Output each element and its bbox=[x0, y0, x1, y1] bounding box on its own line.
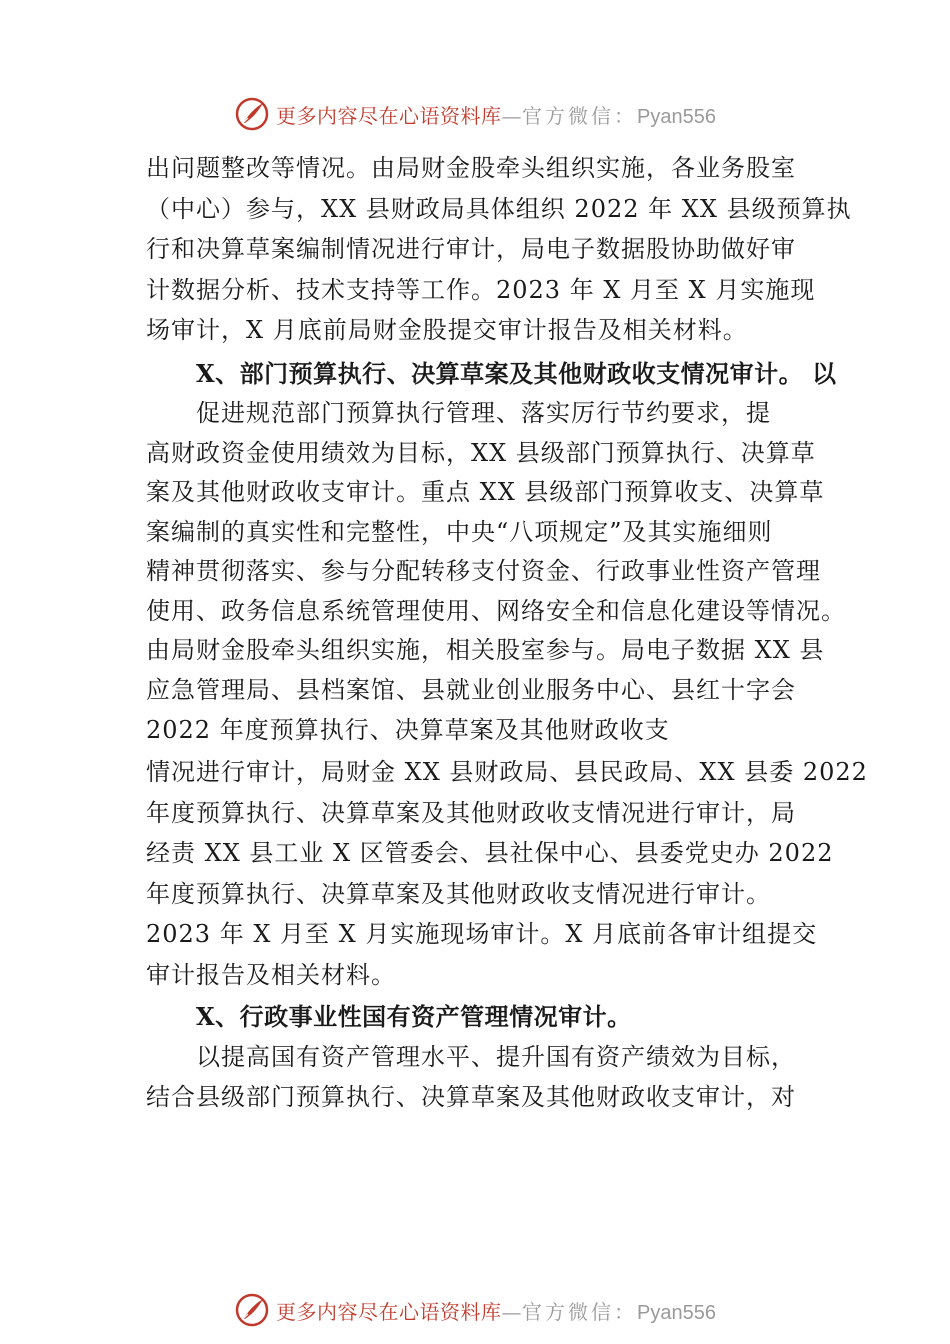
watermark-wechat-id: Pyan556 bbox=[637, 1301, 716, 1324]
text-line: 2023 年 X 月至 X 月实施现场审计。X 月底前各审计组提交 bbox=[146, 920, 818, 948]
text-line: 精神贯彻落实、参与分配转移支付资金、行政事业性资产管理 bbox=[146, 557, 821, 585]
quill-logo-icon bbox=[234, 1292, 270, 1328]
text-line: 以提高国有资产管理水平、提升国有资产绩效为目标， bbox=[196, 1043, 796, 1071]
text-line: 经责 XX 县工业 X 区管委会、县社保中心、县委党史办 2022 bbox=[146, 839, 834, 867]
watermark-official: 官方微信： bbox=[522, 1299, 638, 1324]
watermark-footer bbox=[0, 1290, 950, 1330]
text-line: 年度预算执行、决算草案及其他财政收支情况进行审计。 bbox=[146, 880, 771, 908]
watermark-text bbox=[276, 100, 716, 129]
text-line: 高财政资金使用绩效为目标，XX 县级部门预算执行、决算草 bbox=[146, 439, 816, 467]
text-line: 计数据分析、技术支持等工作。2023 年 X 月至 X 月实施现 bbox=[146, 276, 816, 304]
text-line: 2022 年度预算执行、决算草案及其他财政收支 bbox=[146, 716, 670, 744]
watermark-separator: — bbox=[501, 103, 523, 128]
text-line: 行和决算草案编制情况进行审计，局电子数据股协助做好审 bbox=[146, 235, 796, 263]
text-line: 由局财金股牵头组织实施，相关股室参与。局电子数据 XX 县 bbox=[146, 636, 825, 664]
watermark-brand: 更多内容尽在心语资料库 bbox=[276, 1299, 502, 1324]
text-line: 促进规范部门预算执行管理、落实厉行节约要求，提 bbox=[196, 399, 771, 427]
text-line: （中心）参与，XX 县财政局具体组织 2022 年 XX 县级预算执 bbox=[146, 195, 852, 223]
text-line: 使用、政务信息系统管理使用、网络安全和信息化建设等情况。 bbox=[146, 597, 846, 625]
text-line: 审计报告及相关材料。 bbox=[146, 961, 396, 989]
text-line: 结合县级部门预算执行、决算草案及其他财政收支审计，对 bbox=[146, 1083, 796, 1111]
text-line: 场审计，X 月底前局财金股提交审计报告及相关材料。 bbox=[146, 316, 748, 344]
watermark-brand: 更多内容尽在心语资料库 bbox=[276, 103, 502, 128]
text-line: 案及其他财政收支审计。重点 XX 县级部门预算收支、决算草 bbox=[146, 478, 825, 506]
watermark-official: 官方微信： bbox=[522, 103, 638, 128]
watermark-separator: — bbox=[501, 1299, 523, 1324]
text-line: 出问题整改等情况。由局财金股牵头组织实施，各业务股室 bbox=[146, 154, 796, 182]
section-heading: X、部门预算执行、决算草案及其他财政收支情况审计。 以 bbox=[196, 359, 837, 388]
text-line: 案编制的真实性和完整性，中央“八项规定”及其实施细则 bbox=[146, 518, 773, 546]
text-line: 情况进行审计，局财金 XX 县财政局、县民政局、XX 县委 2022 bbox=[146, 758, 868, 786]
quill-logo-icon bbox=[234, 96, 270, 132]
text-line: 年度预算执行、决算草案及其他财政收支情况进行审计，局 bbox=[146, 799, 796, 827]
watermark-header bbox=[0, 94, 950, 134]
watermark-text bbox=[276, 1296, 716, 1325]
section-heading: X、行政事业性国有资产管理情况审计。 bbox=[196, 1002, 632, 1031]
text-line: 应急管理局、县档案馆、县就业创业服务中心、县红十字会 bbox=[146, 676, 796, 704]
watermark-wechat-id: Pyan556 bbox=[637, 105, 716, 128]
